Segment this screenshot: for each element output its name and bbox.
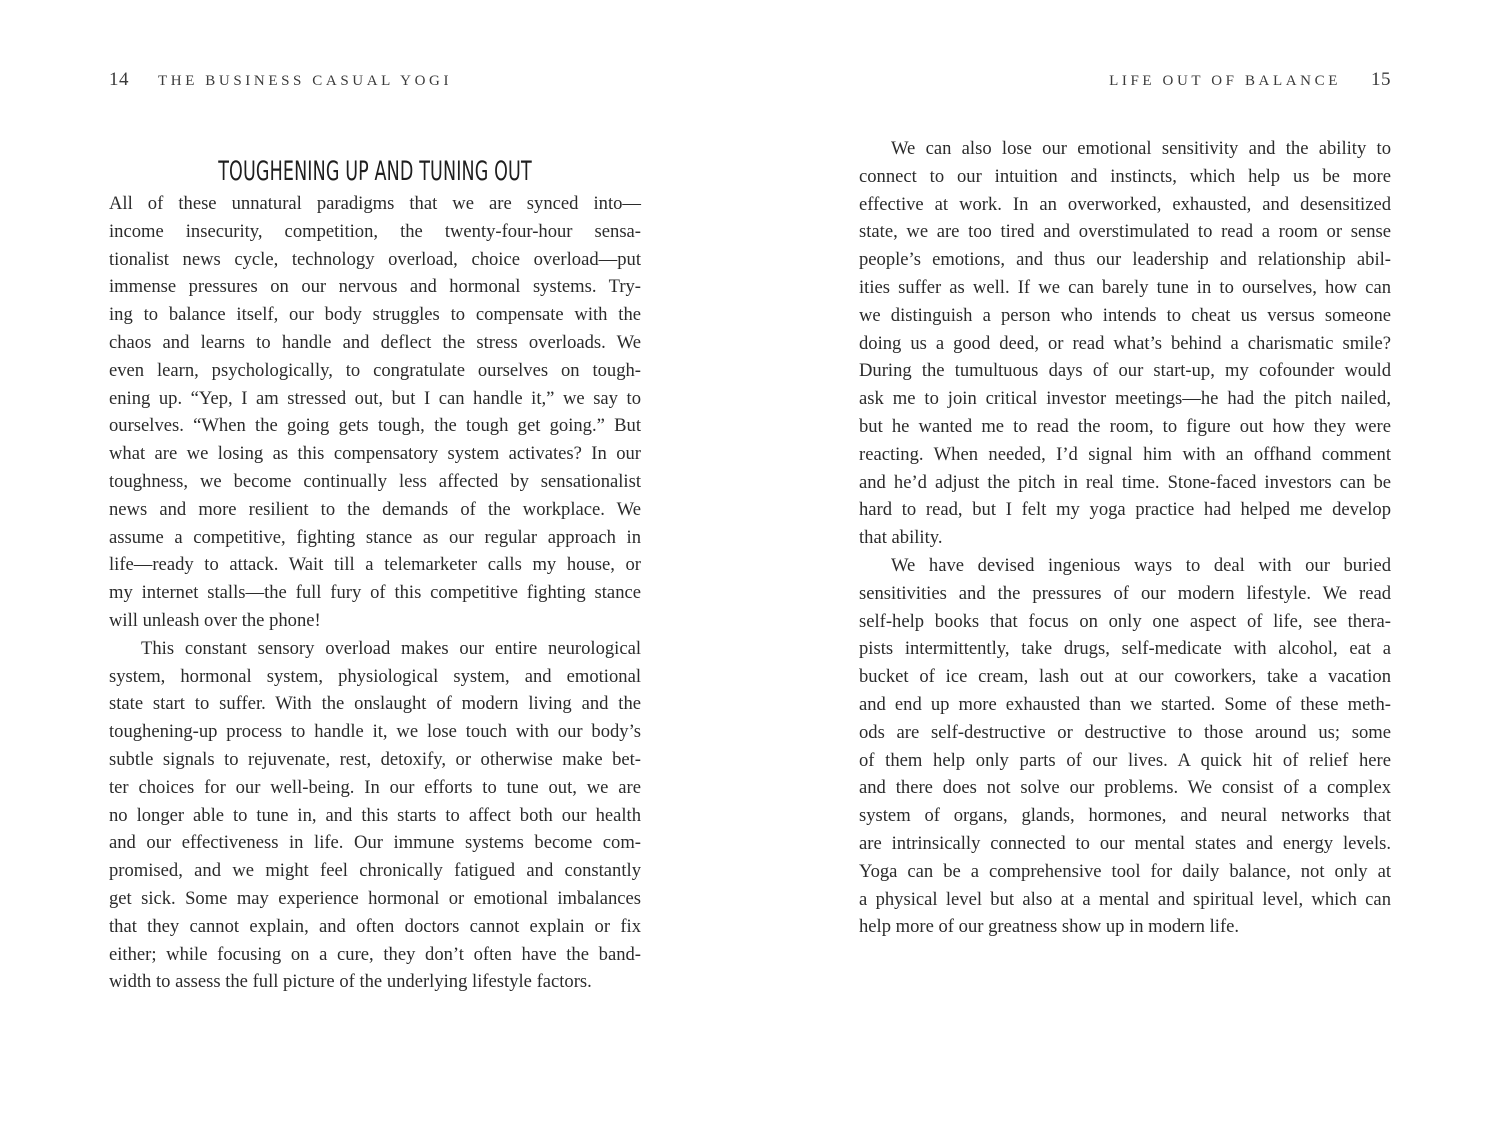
text-line: help more of our greatness show up in modern life. — [859, 916, 1240, 938]
running-head-left — [109, 69, 641, 96]
text-line: life—ready to attack. Wait till a telemarketer calls my house, or — [109, 554, 641, 576]
text-line: my internet stalls—the full fury of this competitive fighting stance — [109, 582, 641, 604]
text-line: ing to balance itself, our body struggles to compensate with the — [109, 304, 641, 326]
chapter-title: LIFE OUT OF BALANCE — [1109, 73, 1341, 89]
text-line: news and more resilient to the demands of the workplace. We — [109, 498, 641, 520]
text-line: what are we losing as this compensatory system activates? In our — [109, 443, 641, 465]
text-line: ourselves. “When the going gets tough, the tough get going.” But — [109, 415, 641, 437]
text-line: will unleash over the phone! — [109, 609, 321, 631]
text-line: pists intermittently, take drugs, self-medicate with alcohol, eat a — [859, 638, 1391, 660]
text-line: self-help books that focus on only one aspect of life, see thera- — [859, 610, 1391, 632]
text-line: and our effectiveness in life. Our immune systems become com- — [109, 832, 641, 854]
text-line: and there does not solve our problems. We consist of a complex — [859, 777, 1391, 799]
text-line: width to assess the full picture of the underlying lifestyle factors. — [109, 971, 592, 993]
text-line: Yoga can be a comprehensive tool for daily balance, not only at — [859, 860, 1391, 882]
text-line: people’s emotions, and thus our leadership and relationship abil- — [859, 249, 1391, 271]
text-line: During the tumultuous days of our start-up, my cofounder would — [859, 360, 1391, 382]
page-number: 15 — [1371, 69, 1391, 90]
text-line: system of organs, glands, hormones, and neural networks that — [859, 805, 1391, 827]
text-line: doing us a good deed, or read what’s behind a charismatic smile? — [859, 332, 1391, 354]
text-line: We can also lose our emotional sensitivity and the ability to — [891, 138, 1391, 159]
text-line: effective at work. In an overworked, exhausted, and desensitized — [859, 193, 1391, 215]
text-line: that ability. — [859, 527, 943, 549]
text-line: ities suffer as well. If we can barely tune in to ourselves, how can — [859, 276, 1391, 298]
text-line: assume a competitive, fighting stance as our regular approach in — [109, 526, 641, 548]
text-line: sensitivities and the pressures of our modern lifestyle. We read — [859, 582, 1391, 604]
text-line: state, we are too tired and overstimulated to read a room or sense — [859, 221, 1391, 243]
text-line: connect to our intuition and instincts, which help us be more — [859, 165, 1391, 187]
text-line: All of these unnatural paradigms that we are synced into— — [109, 193, 641, 214]
left-page — [109, 0, 641, 1125]
right-page — [859, 0, 1391, 1125]
running-head-right — [859, 69, 1391, 96]
text-line: income insecurity, competition, the twenty-four-hour sensa- — [109, 220, 641, 242]
text-line: of them help only parts of our lives. A quick hit of relief here — [859, 749, 1391, 771]
text-line: are intrinsically connected to our mental states and energy levels. — [859, 832, 1391, 854]
text-line: We have devised ingenious ways to deal with our buried — [891, 554, 1391, 576]
text-line: no longer able to tune in, and this starts to affect both our health — [109, 804, 641, 826]
text-line: bucket of ice cream, lash out at our coworkers, take a vacation — [859, 666, 1391, 688]
text-line: This constant sensory overload makes our entire neurological — [141, 637, 641, 659]
text-line: but he wanted me to read the room, to figure out how they were — [859, 415, 1391, 437]
book-title: THE BUSINESS CASUAL YOGI — [158, 73, 453, 89]
page-number: 14 — [109, 69, 129, 90]
text-line: toughening-up process to handle it, we lose touch with our body’s — [109, 721, 641, 743]
text-line: and end up more exhausted than we started. Some of these meth- — [859, 693, 1391, 715]
text-line: reacting. When needed, I’d signal him with an offhand comment — [859, 443, 1391, 465]
text-line: state start to suffer. With the onslaught of modern living and the — [109, 693, 641, 715]
text-line: ter choices for our well-being. In our efforts to tune out, we are — [109, 776, 641, 798]
section-heading: TOUGHENING UP AND TUNING OUT — [218, 156, 532, 188]
text-line: get sick. Some may experience hormonal or emotional imbalances — [109, 887, 641, 909]
text-line: ask me to join critical investor meetings—he had the pitch nailed, — [859, 388, 1391, 410]
text-line: we distinguish a person who intends to cheat us versus someone — [859, 304, 1391, 326]
text-line: that they cannot explain, and often doctors cannot explain or fix — [109, 915, 641, 937]
text-line: a physical level but also at a mental and spiritual level, which can — [859, 888, 1391, 910]
text-line: and he’d adjust the pitch in real time. Stone-faced investors can be — [859, 471, 1391, 493]
text-line: ods are self-destructive or destructive to those around us; some — [859, 721, 1391, 743]
body-text-right — [859, 135, 1391, 941]
text-line: chaos and learns to handle and deflect the stress overloads. We — [109, 331, 641, 353]
text-line: either; while focusing on a cure, they don’t often have the band- — [109, 943, 641, 965]
text-line: immense pressures on our nervous and hormonal systems. Try- — [109, 276, 641, 298]
text-line: tionalist news cycle, technology overload, choice overload—put — [109, 248, 641, 270]
text-line: promised, and we might feel chronically fatigued and constantly — [109, 860, 641, 882]
text-line: hard to read, but I felt my yoga practice had helped me develop — [859, 499, 1391, 521]
text-line: subtle signals to rejuvenate, rest, detoxify, or otherwise make bet- — [109, 748, 641, 770]
text-line: even learn, psychologically, to congratulate ourselves on tough- — [109, 359, 641, 381]
body-text-left — [109, 190, 641, 996]
text-line: system, hormonal system, physiological system, and emotional — [109, 665, 641, 687]
text-line: toughness, we become continually less affected by sensationalist — [109, 470, 641, 492]
text-line: ening up. “Yep, I am stressed out, but I can handle it,” we say to — [109, 387, 641, 409]
